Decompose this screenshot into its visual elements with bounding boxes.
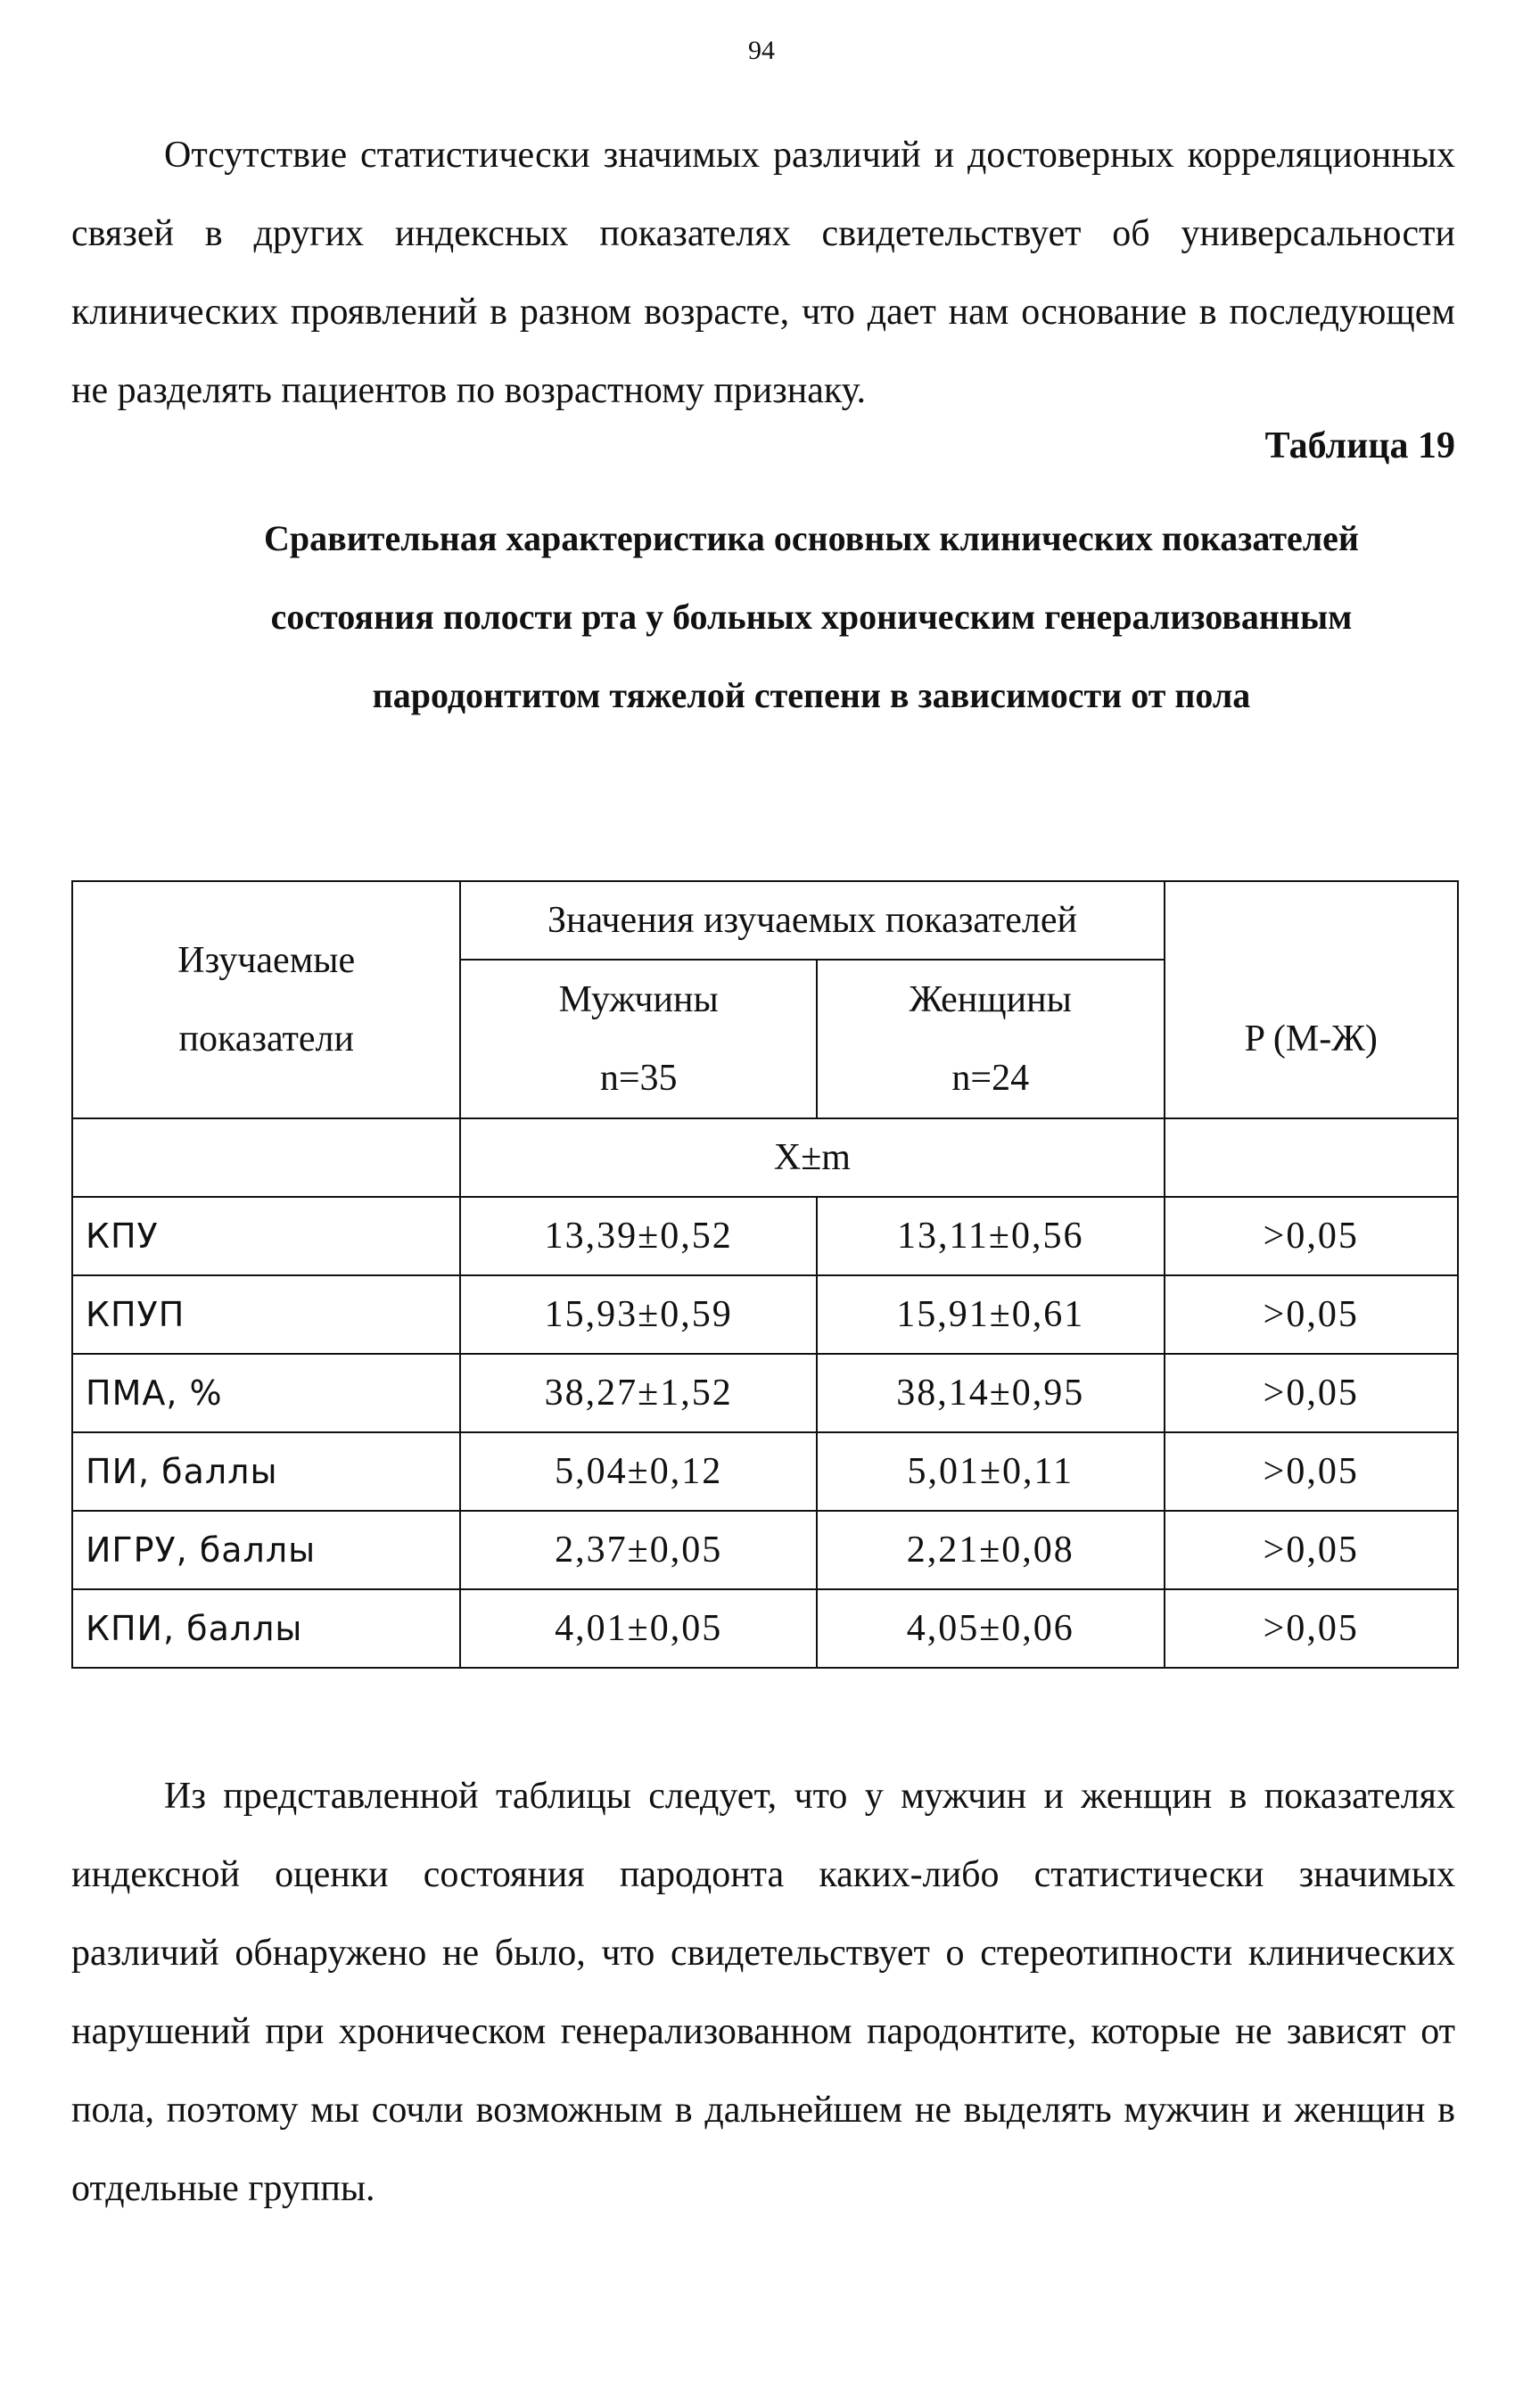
row-indicator: КПУП xyxy=(72,1275,460,1354)
table-header-row-4 xyxy=(72,1118,1458,1197)
row-women-value: 15,91±0,61 xyxy=(817,1275,1165,1354)
table-title: Сравительная характеристика основных клинических показателей состояния полости рта у больных хроническим генерализованным пародонтитом тяжелой степени в зависимости от пола xyxy=(264,518,1359,715)
table-header-row-1 xyxy=(72,881,1458,960)
row-women-value: 4,05±0,06 xyxy=(817,1589,1165,1668)
row-indicator: КПИ, баллы xyxy=(72,1589,460,1668)
row-indicator: ИГРУ, баллы xyxy=(72,1511,460,1589)
header-indicators-continued xyxy=(72,1118,460,1197)
table-caption: Таблица 19 xyxy=(1264,425,1455,466)
row-p-value: >0,05 xyxy=(1165,1432,1458,1511)
row-women-value: 2,21±0,08 xyxy=(817,1511,1165,1589)
table-row xyxy=(72,1589,1458,1668)
comparison-table xyxy=(71,880,1459,1669)
row-p-value: >0,05 xyxy=(1165,1511,1458,1589)
header-women-label: Женщины xyxy=(909,979,1072,1020)
row-women-value: 13,11±0,56 xyxy=(817,1197,1165,1275)
row-women-value: 5,01±0,11 xyxy=(817,1432,1165,1511)
table-row xyxy=(72,1432,1458,1511)
row-men-value: 13,39±0,52 xyxy=(460,1197,817,1275)
row-p-value: >0,05 xyxy=(1165,1589,1458,1668)
table-row xyxy=(72,1197,1458,1275)
header-indicators-line2: показатели xyxy=(178,1018,354,1060)
header-values-group: Значения изучаемых показателей xyxy=(460,881,1164,960)
row-men-value: 2,37±0,05 xyxy=(460,1511,817,1589)
table-row xyxy=(72,1354,1458,1432)
header-indicators xyxy=(72,881,460,1118)
header-p xyxy=(1165,881,1458,1118)
table-row xyxy=(72,1511,1458,1589)
page-number: 94 xyxy=(748,36,775,65)
row-p-value: >0,05 xyxy=(1165,1197,1458,1275)
row-women-value: 38,14±0,95 xyxy=(817,1354,1165,1432)
header-stat: X±m xyxy=(460,1118,1164,1197)
row-men-value: 5,04±0,12 xyxy=(460,1432,817,1511)
row-p-value: >0,05 xyxy=(1165,1354,1458,1432)
row-indicator: ПИ, баллы xyxy=(72,1432,460,1511)
row-men-value: 38,27±1,52 xyxy=(460,1354,817,1432)
header-p-continued xyxy=(1165,1118,1458,1197)
conclusion-paragraph: Из представленной таблицы следует, что у мужчин и женщин в показателях индексной оценки состояния пародонта каких-либо статистически значимых различий обнаружено не было, что свидетельствует о стереотипности клинических нарушений при хроническом генерализованном пародонтите, которые не зависят от пола, поэтому мы сочли возможным в дальнейшем не выделять мужчин и женщин в отдельные группы. xyxy=(71,1776,1455,2209)
row-indicator: КПУ xyxy=(72,1197,460,1275)
header-men-n: n=35 xyxy=(599,1058,678,1099)
header-p-label: P (М-Ж) xyxy=(1244,1018,1378,1060)
table-row xyxy=(72,1275,1458,1354)
header-men-label: Мужчины xyxy=(558,979,719,1020)
header-men xyxy=(460,960,817,1118)
row-men-value: 15,93±0,59 xyxy=(460,1275,817,1354)
header-women xyxy=(817,960,1165,1118)
row-indicator: ПМА, % xyxy=(72,1354,460,1432)
row-p-value: >0,05 xyxy=(1165,1275,1458,1354)
intro-paragraph: Отсутствие статистически значимых различий и достоверных корреляционных связей в других индексных показателях свидетельствует об универсальности клинических проявлений в разном возрасте, что дает нам основание в последующем не разделять пациентов по возрастному признаку. xyxy=(71,135,1455,411)
header-indicators-line1: Изучаемые xyxy=(177,940,356,981)
header-women-n: n=24 xyxy=(951,1058,1030,1099)
row-men-value: 4,01±0,05 xyxy=(460,1589,817,1668)
